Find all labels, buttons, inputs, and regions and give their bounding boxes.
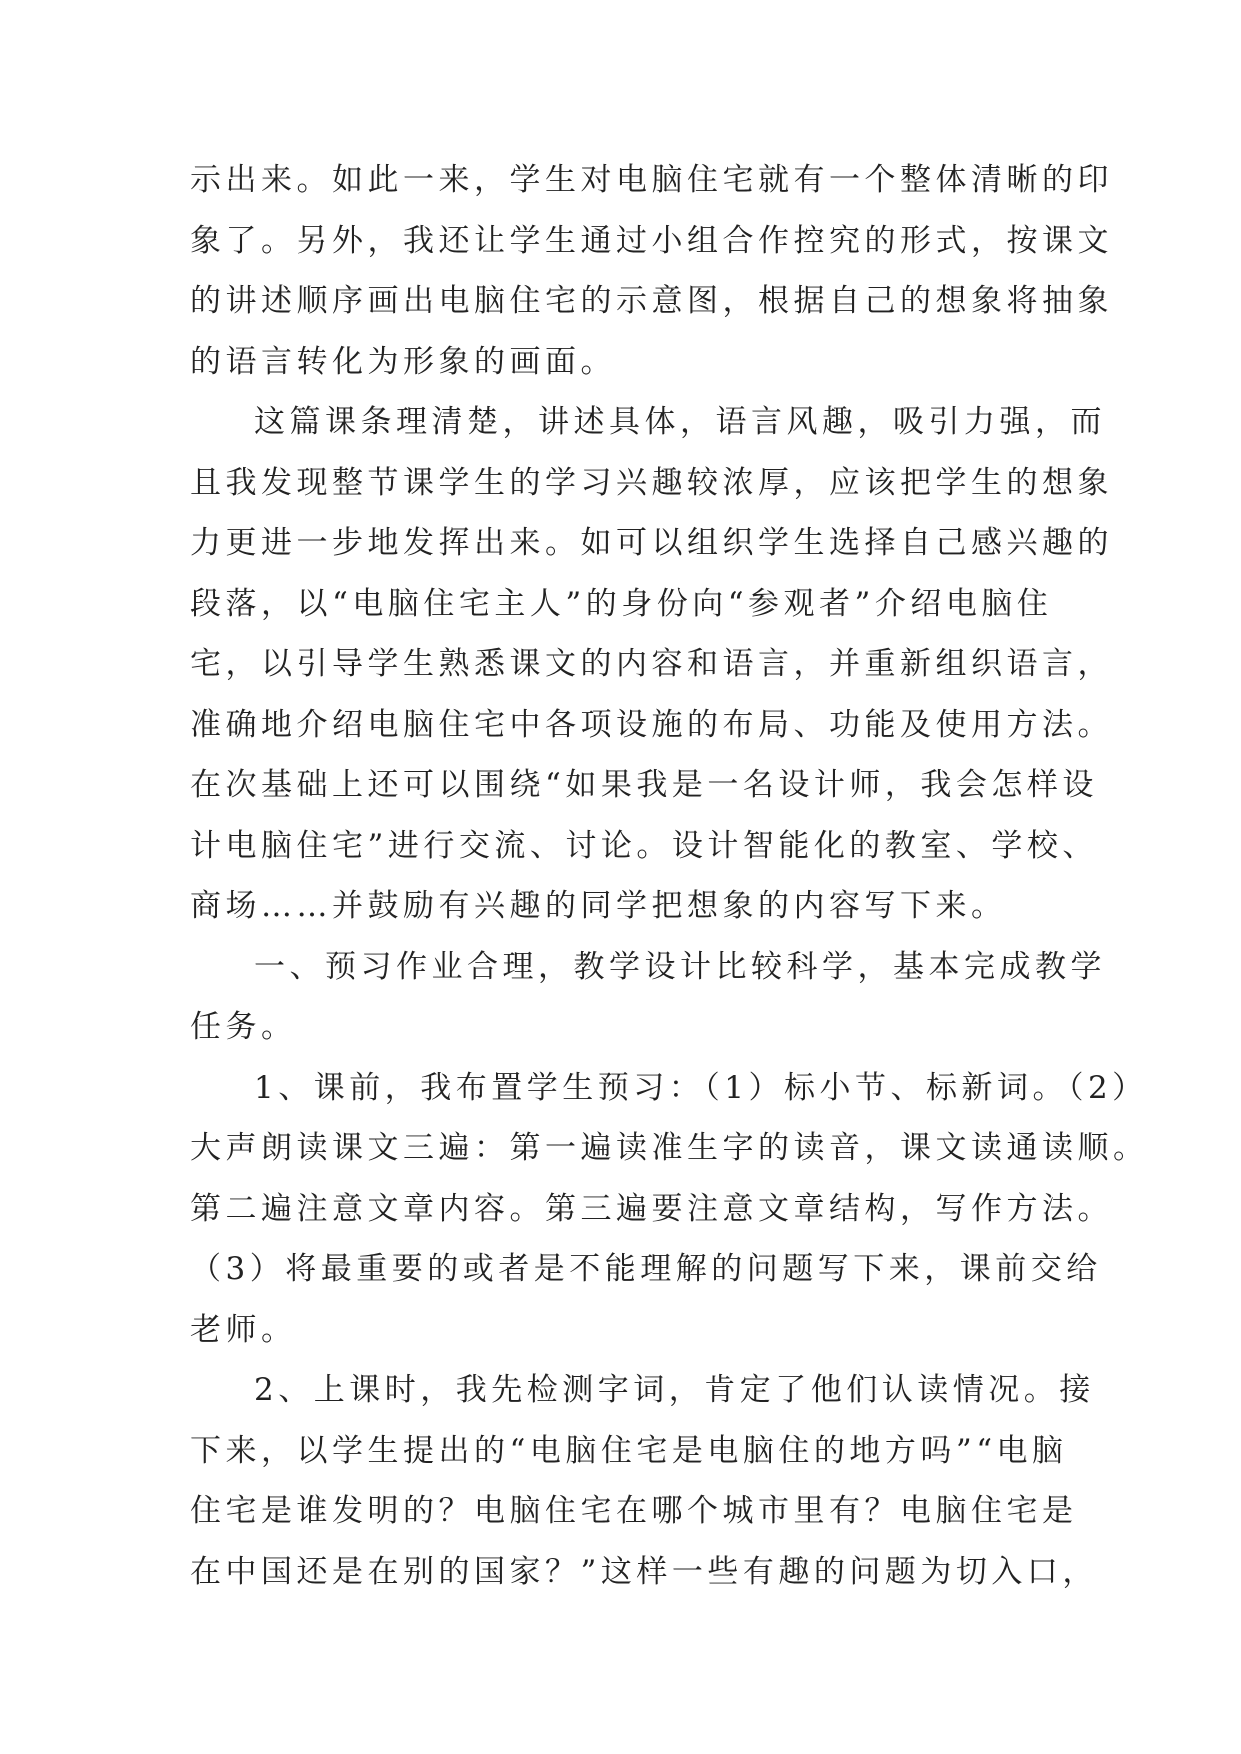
text-line: 计电脑住宅”进行交流、讨论。设计智能化的教室、学校、 bbox=[190, 827, 1098, 864]
text-line: 住宅是谁发明的？电脑住宅在哪个城市里有？电脑住宅是 bbox=[190, 1493, 1078, 1529]
paragraph-first-line: 2、上课时，我先检测字词，肯定了他们认读情况。接 bbox=[254, 1372, 1095, 1408]
text-line: 商场……并鼓励有兴趣的同学把想象的内容写下来。 bbox=[190, 888, 1007, 924]
document-body bbox=[190, 150, 1149, 1602]
text-line: 下来，以学生提出的“电脑住宅是电脑住的地方吗”“电脑 bbox=[190, 1432, 1068, 1469]
text-line: （3）将最重要的或者是不能理解的问题写下来，课前交给 bbox=[190, 1251, 1102, 1287]
text-line: 示出来。如此一来，学生对电脑住宅就有一个整体清晰的印 bbox=[190, 162, 1113, 198]
text-line: 大声朗读课文三遍：第一遍读准生字的读音，课文读通读顺。 bbox=[190, 1130, 1149, 1166]
text-line: 的语言转化为形象的画面。 bbox=[190, 343, 616, 380]
text-line: 力更进一步地发挥出来。如可以组织学生选择自己感兴趣的 bbox=[190, 525, 1113, 561]
paragraph-first-line: 1、课前，我布置学生预习：（1）标小节、标新词。（2） bbox=[254, 1069, 1148, 1106]
text-line: 在次基础上还可以围绕“如果我是一名设计师，我会怎样设 bbox=[190, 767, 1098, 803]
text-line: 老师。 bbox=[190, 1311, 297, 1348]
text-line: 第二遍注意文章内容。第三遍要注意文章结构，写作方法。 bbox=[190, 1190, 1113, 1227]
text-line: 且我发现整节课学生的学习兴趣较浓厚，应该把学生的想象 bbox=[190, 464, 1113, 501]
text-line: 在中国还是在别的国家？”这样一些有趣的问题为切入口， bbox=[190, 1553, 1098, 1590]
text-line: 宅，以引导学生熟悉课文的内容和语言，并重新组织语言， bbox=[190, 646, 1113, 682]
text-line: 段落，以“电脑住宅主人”的身份向“参观者”介绍电脑住 bbox=[190, 585, 1053, 622]
paragraph-first-line: 这篇课条理清楚，讲述具体，语言风趣，吸引力强，而 bbox=[254, 404, 1106, 440]
text-line: 象了。另外，我还让学生通过小组合作控究的形式，按课文 bbox=[190, 222, 1113, 259]
text-line: 任务。 bbox=[190, 1009, 297, 1045]
text-line: 准确地介绍电脑住宅中各项设施的布局、功能及使用方法。 bbox=[190, 706, 1113, 743]
text-line: 的讲述顺序画出电脑住宅的示意图，根据自己的想象将抽象 bbox=[190, 283, 1113, 319]
paragraph-first-line: 一、预习作业合理，教学设计比较科学，基本完成教学 bbox=[254, 948, 1106, 985]
